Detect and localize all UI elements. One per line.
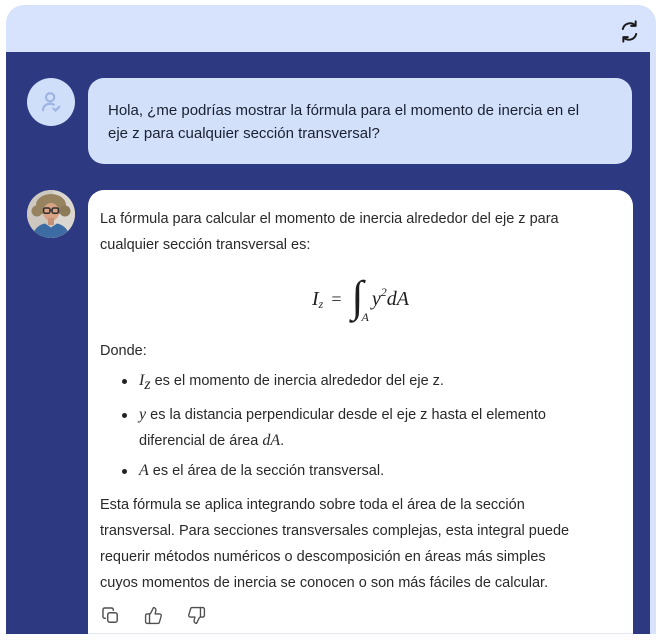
- math-symbol: A: [139, 461, 149, 479]
- definitions-list: [100, 368, 621, 484]
- math-symbol: dA: [262, 431, 281, 449]
- copy-icon: [101, 606, 120, 625]
- chat-header: [6, 5, 656, 52]
- formula-differential: dA: [386, 288, 409, 310]
- user-avatar: [27, 78, 75, 126]
- formula-lhs: I: [311, 288, 319, 310]
- refresh-icon: [617, 19, 642, 44]
- message-actions: [100, 606, 621, 626]
- math-symbol: y: [139, 405, 147, 423]
- user-message-line: eje z para cualquier sección transversal?: [108, 125, 380, 142]
- assistant-outro-line: requerir métodos numéricos o descomposición en áreas más simples: [100, 548, 546, 565]
- user-message-line: Hola, ¿me podrías mostrar la fórmula para el momento de inercia en el: [108, 102, 580, 119]
- math-subscript: z: [144, 375, 151, 393]
- formula-exponent: 2: [380, 285, 387, 299]
- formula-integrand: y: [371, 288, 381, 310]
- list-item: [122, 368, 621, 398]
- thumbs-down-button[interactable]: [186, 606, 206, 626]
- formula-equals: =: [331, 289, 342, 309]
- bullet-line: [139, 402, 621, 428]
- where-label: Donde:: [100, 343, 147, 359]
- integral-symbol: ∫: [351, 272, 364, 321]
- bullet-text: diferencial de área: [139, 432, 263, 449]
- input-area-edge: [6, 634, 656, 640]
- thumbs-down-icon: [187, 606, 206, 625]
- assistant-intro-line: cualquier sección transversal es:: [100, 237, 311, 253]
- bullet-line: [139, 428, 621, 454]
- assistant-intro-paragraph: [100, 206, 621, 258]
- chat-window: [6, 5, 656, 640]
- refresh-button[interactable]: [614, 16, 644, 46]
- assistant-outro-paragraph: [100, 492, 621, 596]
- integral-subscript: A: [361, 310, 369, 324]
- bullet-text: es la distancia perpendicular desde el eje z hasta el elemento: [146, 406, 546, 423]
- chat-messages-area: [6, 52, 650, 634]
- bullet-text: .: [280, 432, 285, 449]
- assistant-intro-line: La fórmula para calcular el momento de inercia alrededor del eje z para: [100, 211, 559, 227]
- scrollbar-track[interactable]: [650, 52, 656, 640]
- assistant-message-bubble: [88, 190, 633, 634]
- math-symbol: I: [139, 372, 145, 389]
- assistant-outro-line: cuyos momentos de inercia se conocen o son más fáciles de calcular.: [100, 574, 549, 591]
- assistant-avatar: [27, 190, 75, 238]
- assistant-outro-line: Esta fórmula se aplica integrando sobre toda el área de la sección: [100, 496, 525, 513]
- thumbs-up-icon: [144, 606, 163, 625]
- user-message-bubble: [88, 78, 632, 164]
- list-item: [122, 402, 621, 454]
- thumbs-up-button[interactable]: [143, 606, 163, 626]
- formula-lhs-subscript: z: [318, 297, 324, 311]
- bullet-text: es el área de la sección transversal.: [148, 462, 385, 479]
- list-item: [122, 458, 621, 484]
- bullet-text: es el momento de inercia alrededor del eje z.: [150, 373, 444, 389]
- assistant-outro-line: transversal. Para secciones transversales complejas, esta integral puede: [100, 522, 570, 539]
- person-check-icon: [36, 87, 66, 117]
- formula-moment-of-inertia: [100, 266, 621, 332]
- assistant-avatar-photo: [27, 190, 75, 238]
- copy-button[interactable]: [100, 606, 120, 626]
